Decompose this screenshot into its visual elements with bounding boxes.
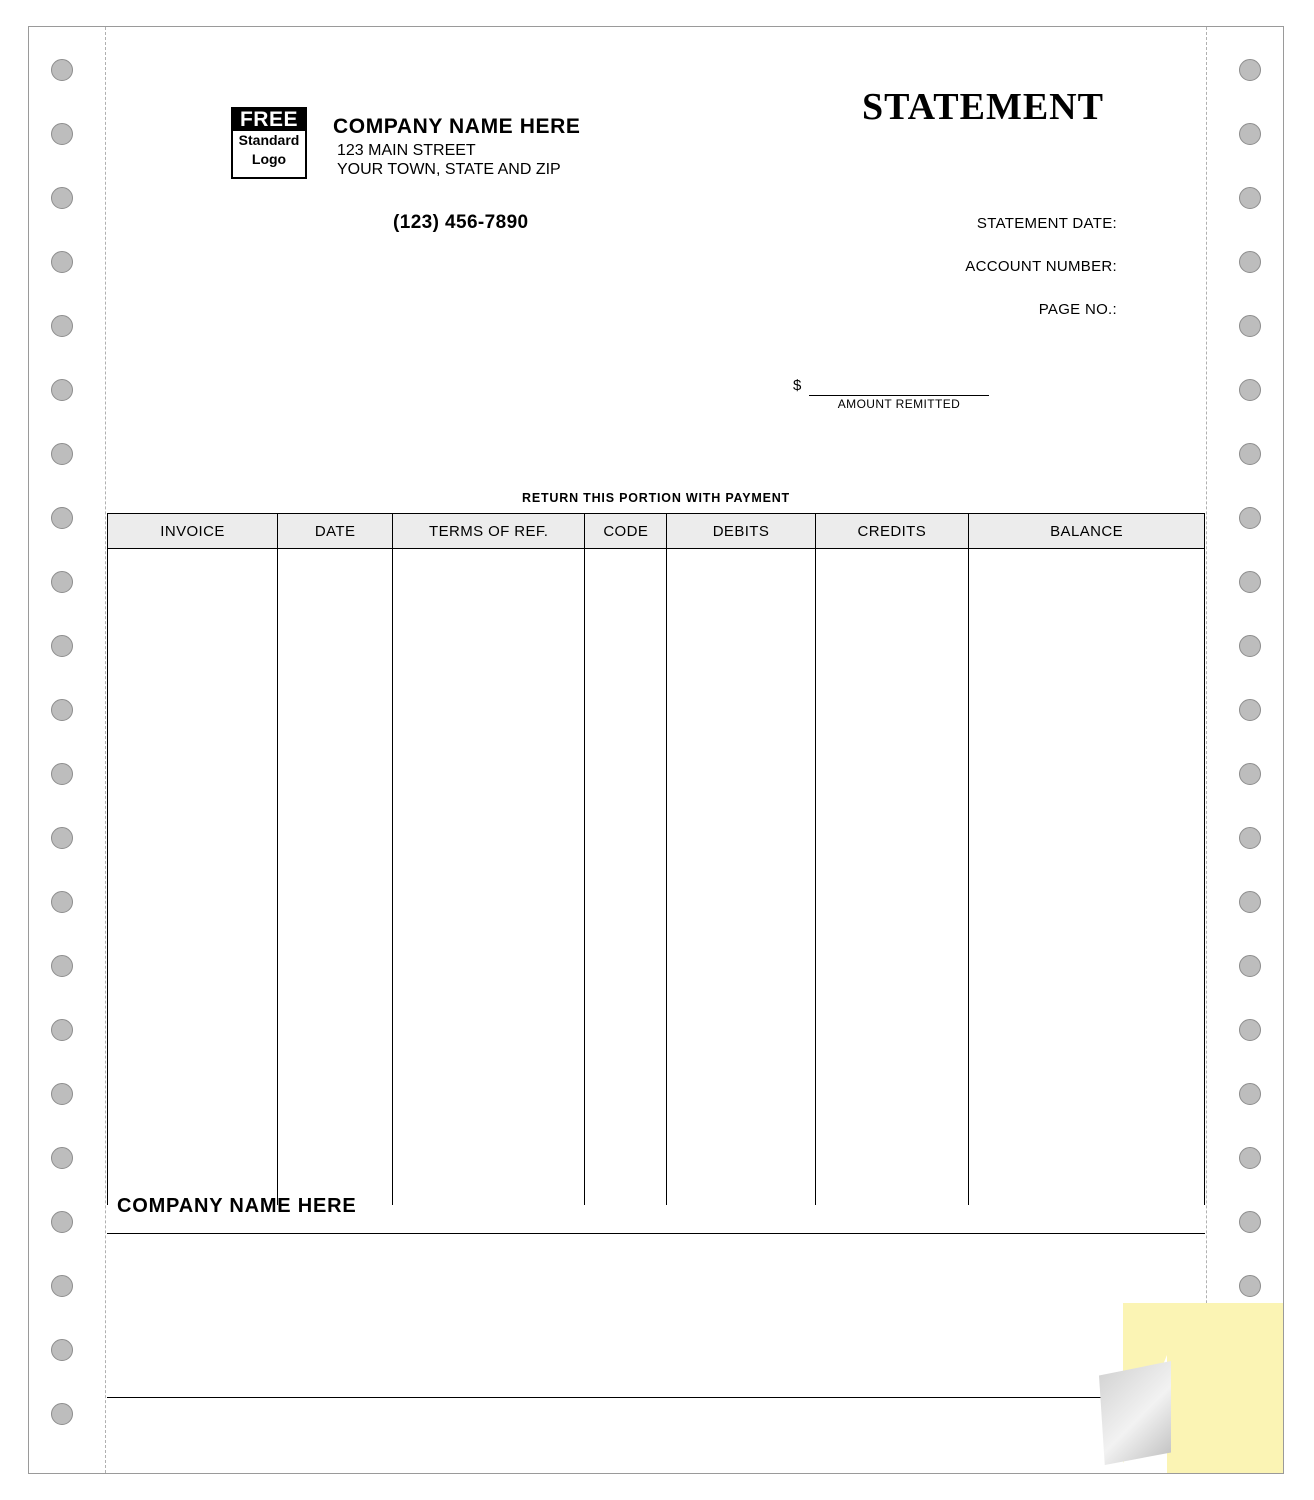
feed-hole	[1239, 699, 1261, 721]
logo-line-logo: Logo	[251, 151, 287, 167]
page-number-label: PAGE NO.:	[1038, 301, 1117, 318]
statement-date-label: STATEMENT DATE:	[976, 215, 1117, 232]
logo-line-standard: Standard	[238, 132, 300, 148]
feed-hole	[51, 763, 73, 785]
footer-company-name: COMPANY NAME HERE	[117, 1195, 357, 1217]
company-city-state-zip: YOUR TOWN, STATE AND ZIP	[337, 161, 561, 178]
cell-code[interactable]	[585, 549, 667, 1206]
feed-hole	[51, 635, 73, 657]
feed-hole	[1239, 507, 1261, 529]
cell-credits[interactable]	[815, 549, 969, 1206]
column-header-invoice: INVOICE	[108, 514, 278, 549]
perforation-line-left	[105, 27, 106, 1473]
feed-hole	[1239, 443, 1261, 465]
feed-hole	[51, 507, 73, 529]
feed-hole	[51, 187, 73, 209]
table-header-row	[108, 514, 1205, 549]
feed-hole	[51, 443, 73, 465]
feed-hole	[51, 1147, 73, 1169]
amount-remitted-write-line[interactable]	[809, 395, 989, 396]
page-curl-fold	[1099, 1361, 1171, 1465]
perforation-line-right	[1206, 27, 1207, 1473]
feed-hole	[51, 251, 73, 273]
feed-hole	[51, 699, 73, 721]
feed-hole	[51, 955, 73, 977]
column-header-terms: TERMS OF REF.	[393, 514, 585, 549]
amount-remitted-label: AMOUNT REMITTED	[837, 397, 961, 411]
feed-hole	[51, 1275, 73, 1297]
feed-hole	[51, 123, 73, 145]
column-header-code: CODE	[585, 514, 667, 549]
feed-hole	[51, 827, 73, 849]
feed-hole	[1239, 955, 1261, 977]
feed-hole	[1239, 1019, 1261, 1041]
footer-rule-bottom	[107, 1397, 1205, 1398]
column-header-credits: CREDITS	[815, 514, 969, 549]
account-number-label: ACCOUNT NUMBER:	[965, 258, 1117, 275]
feed-hole	[1239, 635, 1261, 657]
feed-hole	[51, 571, 73, 593]
feed-hole	[51, 1083, 73, 1105]
logo-line-free: FREE	[233, 109, 305, 131]
feed-hole	[1239, 1275, 1261, 1297]
tractor-feed-strip-left	[29, 27, 105, 1473]
feed-hole	[51, 1339, 73, 1361]
feed-hole	[1239, 891, 1261, 913]
feed-hole	[1239, 315, 1261, 337]
standard-logo-placeholder	[231, 107, 307, 179]
cell-debits[interactable]	[667, 549, 815, 1206]
feed-hole	[51, 891, 73, 913]
table-body-blank-row	[108, 549, 1205, 1206]
feed-hole	[1239, 187, 1261, 209]
cell-balance[interactable]	[969, 549, 1205, 1206]
currency-symbol: $	[793, 377, 802, 394]
company-street: 123 MAIN STREET	[337, 142, 476, 159]
column-header-debits: DEBITS	[667, 514, 815, 549]
feed-hole	[1239, 1147, 1261, 1169]
return-portion-notice: RETURN THIS PORTION WITH PAYMENT	[522, 491, 790, 505]
statement-content	[107, 27, 1205, 1473]
company-phone: (123) 456-7890	[393, 212, 529, 233]
feed-hole	[1239, 123, 1261, 145]
tractor-feed-strip-right	[1207, 27, 1283, 1473]
feed-hole	[1239, 763, 1261, 785]
column-header-balance: BALANCE	[969, 514, 1205, 549]
feed-hole	[1239, 379, 1261, 401]
page-title: STATEMENT	[862, 86, 1104, 128]
cell-invoice[interactable]	[108, 549, 278, 1206]
statement-line-items-table	[107, 513, 1205, 1205]
cell-date[interactable]	[278, 549, 393, 1206]
feed-hole	[51, 315, 73, 337]
cell-terms[interactable]	[393, 549, 585, 1206]
feed-hole	[1239, 1211, 1261, 1233]
feed-hole	[1239, 59, 1261, 81]
continuous-form-sheet	[28, 26, 1284, 1474]
feed-hole	[51, 59, 73, 81]
company-name: COMPANY NAME HERE	[333, 115, 581, 138]
feed-hole	[1239, 827, 1261, 849]
feed-hole	[51, 1211, 73, 1233]
footer-rule-top	[107, 1233, 1205, 1234]
feed-hole	[51, 1403, 73, 1425]
column-header-date: DATE	[278, 514, 393, 549]
feed-hole	[1239, 1083, 1261, 1105]
feed-hole	[1239, 571, 1261, 593]
feed-hole	[51, 379, 73, 401]
feed-hole	[1239, 251, 1261, 273]
feed-hole	[51, 1019, 73, 1041]
